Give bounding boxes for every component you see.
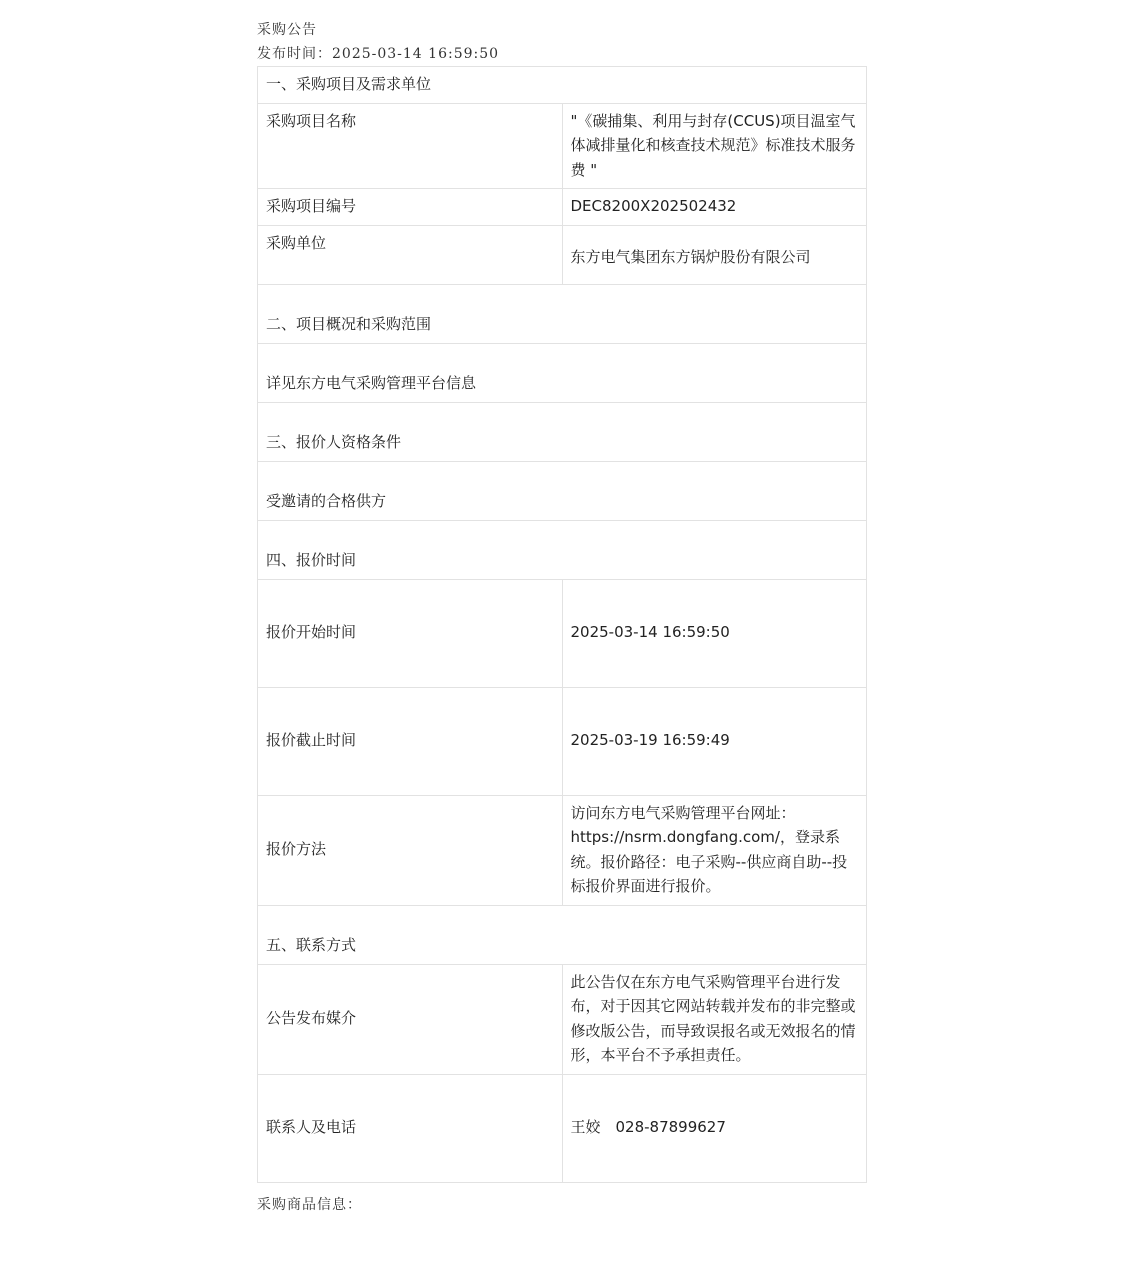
section-title-1: 一、采购项目及需求单位 <box>258 67 867 104</box>
table-row <box>258 687 867 795</box>
start-time-label: 报价开始时间 <box>258 579 563 687</box>
method-value: 访问东方电气采购管理平台网址：https://nsrm.dongfang.com/，登录系统。报价路径：电子采购--供应商自助--投标报价界面进行报价。 <box>562 795 867 905</box>
section-title-3: 三、报价人资格条件 <box>258 402 867 461</box>
media-label: 公告发布媒介 <box>258 964 563 1074</box>
section-row <box>258 905 867 964</box>
goods-info-label: 采购商品信息： <box>257 1196 362 1213</box>
table-row <box>258 103 867 189</box>
section-body-2: 详见东方电气采购管理平台信息 <box>258 343 867 402</box>
end-time-value: 2025-03-19 16:59:49 <box>562 687 867 795</box>
table-row <box>258 795 867 905</box>
section-title-5: 五、联系方式 <box>258 905 867 964</box>
section-row <box>258 461 867 520</box>
table-row <box>258 964 867 1074</box>
end-time-label: 报价截止时间 <box>258 687 563 795</box>
contact-value: 王姣 028-87899627 <box>562 1074 867 1182</box>
table-row <box>258 225 867 284</box>
media-value: 此公告仅在东方电气采购管理平台进行发布，对于因其它网站转载并发布的非完整或修改版公告，而导致误报名或无效报名的情形，本平台不予承担责任。 <box>562 964 867 1074</box>
section-row <box>258 402 867 461</box>
section-title-4: 四、报价时间 <box>258 520 867 579</box>
section-row <box>258 284 867 343</box>
announcement-title: 采购公告 <box>257 22 317 38</box>
table-row <box>258 1074 867 1182</box>
table-row <box>258 579 867 687</box>
table-row <box>258 189 867 226</box>
announcement-page <box>257 18 867 1217</box>
unit-label: 采购单位 <box>258 225 563 284</box>
project-no-value: DEC8200X202502432 <box>562 189 867 226</box>
unit-value: 东方电气集团东方锅炉股份有限公司 <box>562 225 867 284</box>
contact-label: 联系人及电话 <box>258 1074 563 1182</box>
section-row <box>258 67 867 104</box>
publish-time: 发布时间：2025-03-14 16:59:50 <box>257 46 500 62</box>
project-name-label: 采购项目名称 <box>258 103 563 189</box>
section-title-2: 二、项目概况和采购范围 <box>258 284 867 343</box>
section-row <box>258 520 867 579</box>
method-label: 报价方法 <box>258 795 563 905</box>
section-row <box>258 343 867 402</box>
start-time-value: 2025-03-14 16:59:50 <box>562 579 867 687</box>
section-body-3: 受邀请的合格供方 <box>258 461 867 520</box>
project-no-label: 采购项目编号 <box>258 189 563 226</box>
announcement-table <box>257 66 867 1183</box>
project-name-value: "《碳捕集、利用与封存(CCUS)项目温室气体减排量化和核查技术规范》标准技术服务费 " <box>562 103 867 189</box>
